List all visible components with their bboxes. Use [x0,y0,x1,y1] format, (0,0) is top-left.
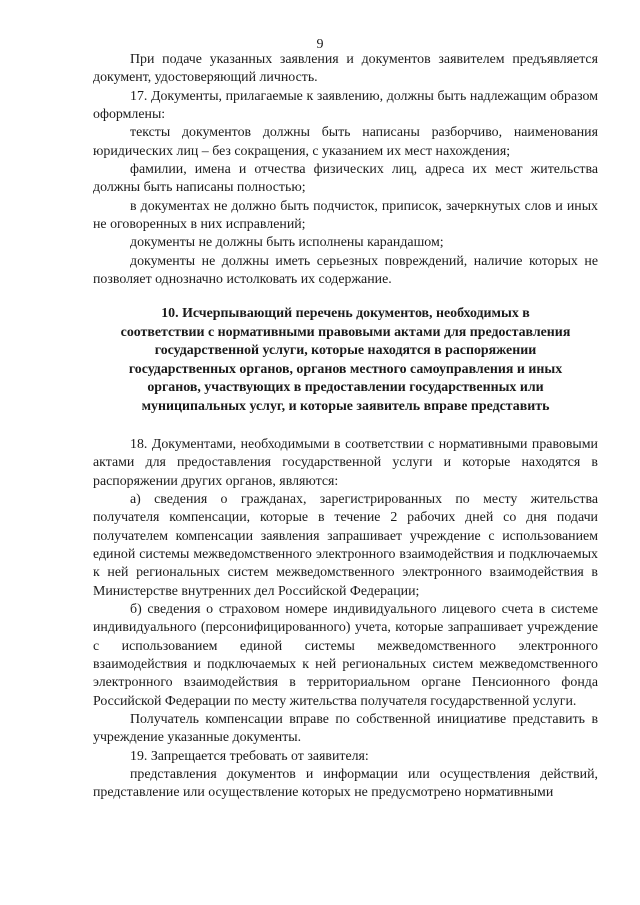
section-heading-line: государственных органов, органов местного самоуправления и иных [128,361,563,377]
paragraph: 18. Документами, необходимыми в соответствии с нормативными правовыми актами для предоставления государственной услуги и которые находятся в распоряжении других органов, являются: [93,436,598,489]
paragraph: 19. Запрещается требовать от заявителя: [130,748,369,764]
paragraph: При подаче указанных заявления и документов заявителем предъявляется документ, удостоверяющий личность. [93,52,598,86]
section-heading-line: муниципальных услуг, и которые заявитель вправе представить [141,398,550,414]
document-body [93,51,598,803]
paragraph: в документах не должно быть подчисток, приписок, зачеркнутых слов и иных не оговоренных в них исправлений; [93,198,598,233]
section-heading-line: органов, участвующих в предоставлении государственных или [147,380,544,396]
section-heading-line: 10. Исчерпывающий перечень документов, необходимых в [161,306,530,322]
paragraph: 17. Документы, прилагаемые к заявлению, должны быть надлежащим образом оформлены: [93,88,598,123]
section-heading-line: соответствии с нормативными правовыми актами для предоставления [120,324,571,340]
section-heading-line: государственной услуги, которые находятся в распоряжении [154,343,537,359]
paragraph: тексты документов должны быть написаны разборчиво, наименования юридических лиц – без сокращения, с указанием их мест нахождения; [93,125,598,159]
paragraph: документы не должны быть исполнены карандашом; [130,235,444,251]
paragraph: представления документов и информации или осуществления действий, представление или осуществление которых не предусмотрено нормативными [93,767,598,801]
paragraph: фамилии, имена и отчества физических лиц, адреса их мест жительства должны быть написаны полностью; [93,162,598,196]
page-number: 9 [316,37,324,52]
section-heading [93,305,598,415]
paragraph: а) сведения о гражданах, зарегистрированных по месту жительства получателя компенсации, которые в течение 2 рабочих дней со дня подачи получателем компенсации заявления запрашивает учреждение с использованием единой системы межведомственного электронного взаимодействия и подключаемых к ней региональных систем межведомственного электронного взаимодействия в Министерстве внутренних дел Российской Федерации; [93,491,598,599]
paragraph: документы не должны иметь серьезных повреждений, наличие которых не позволяет однозначно истолковать их содержание. [93,253,598,288]
paragraph: Получатель компенсации вправе по собственной инициативе представить в учреждение указанные документы. [93,712,598,746]
paragraph: б) сведения о страховом номере индивидуального лицевого счета в системе индивидуального (персонифицированного) учета, которые запрашивает учреждение с использованием единой системы межведомственного электронного взаимодействия и подключаемых к ней региональных систем межведомственного электронного взаимодействия в территориальном органе Пенсионного фонда Российской Федерации по месту жительства получателя государственной услуги. [93,602,598,709]
